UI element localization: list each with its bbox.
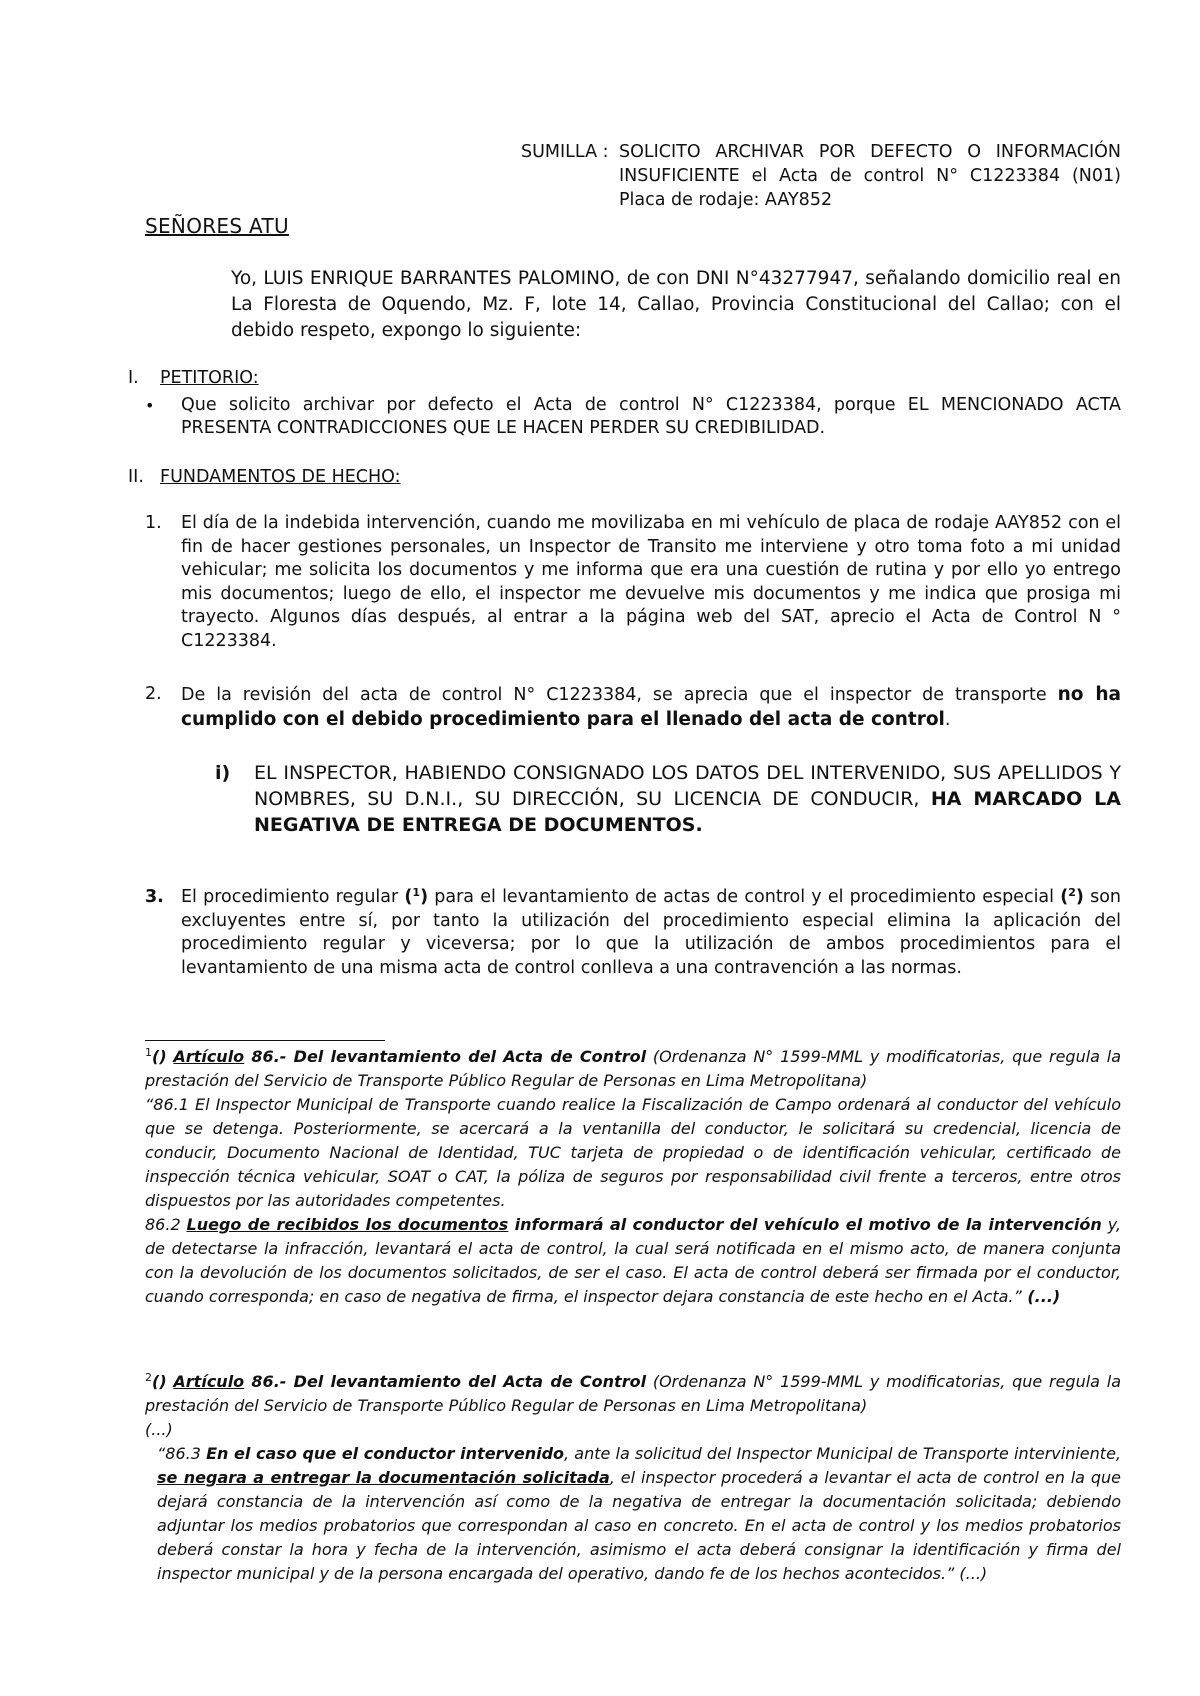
- footnote-1-marker: 1: [145, 1046, 152, 1059]
- item-text: [181, 886, 1121, 980]
- petitorio-bullet: [145, 394, 1121, 440]
- footnote-1-heading: $^1$() Artículo 86.- Del levantamiento del Acta de Control (Ordenanza N° 1599-MML y modificatorias, que regula la prestación del Servicio de Transporte Público Regular de Personas en Lima Metropolitana): [145, 1046, 1121, 1090]
- footnote-2-ellipsis: (...): [145, 1420, 173, 1439]
- footnote-1-para-1: “86.1 El Inspector Municipal de Transporte cuando realice la Fiscalización de Campo ordenará al conductor del vehículo que se detenga. Posteriormente, se acercará a la ventanilla del conductor, le solicitará su credencial, licencia de conducir, Documento Nacional de Identidad, TUC tarjeta de propiedad o de identificación vehicular, certificado de inspección técnica vehicular, SOAT o CAT, la póliza de seguros por responsabilidad civil frente a terceros, entre otros dispuestos por las autoridades competentes.: [145, 1095, 1121, 1210]
- subitem-text-plain: EL INSPECTOR, HABIENDO CONSIGNADO LOS DATOS DEL INTERVENIDO, SUS APELLIDOS Y NOMBRES, SU D.N.I., SU DIRECCIÓN, SU LICENCIA DE CONDUCIR,: [254, 762, 1121, 810]
- article-source: (Ordenanza N° 1599-MML y modificatorias, que regula la prestación del Servicio de Transporte Público Regular de Personas en Lima Metropolitana): [145, 1047, 1121, 1090]
- article-title: 86.- Del levantamiento del Acta de Control: [244, 1047, 647, 1066]
- subitem-number: i): [215, 762, 231, 784]
- subitem-text: [254, 760, 1121, 838]
- fundamento-item-1: [145, 512, 1121, 653]
- footnote-1-para-2: 86.2 Luego de recibidos los documentos informará al conductor del vehículo el motivo de la intervención y, de detectarse la infracción, levantará el acta de control, la cual será notificada en el mismo acto, de manera conjunta con la devolución de los documentos solicitados, de ser el caso. El acta de control deberá ser firmada por el conductor, cuando corresponda; en caso de negativa de firma, el inspector dejara constancia de este hecho en el Acta.” (...): [145, 1215, 1122, 1306]
- footnote-2-heading: $^2$() Artículo 86.- Del levantamiento del Acta de Control (Ordenanza N° 1599-MML y modificatorias, que regula la prestación del Servicio de Transporte Público Regular de Personas en Lima Metropolitana): [145, 1371, 1121, 1415]
- item-number: 1.: [145, 513, 162, 533]
- intro-paragraph: Yo, LUIS ENRIQUE BARRANTES PALOMINO, de con DNI N°43277947, señalando domicilio real en La Floresta de Oquendo, Mz. F, lote 14, Callao, Provincia Constitucional del Callao; con el debido respeto, expongo lo siguiente:: [231, 268, 1121, 341]
- section-number: II.: [128, 467, 144, 487]
- section-petitorio-heading: [128, 367, 259, 389]
- sumilla-text: SOLICITO ARCHIVAR POR DEFECTO O INFORMACIÓN INSUFICIENTE el Acta de control N° C1223384 (N01) Placa de rodaje: AAY852: [619, 142, 1121, 210]
- subitem-text-bold: HA MARCADO LA NEGATIVA DE ENTREGA DE DOCUMENTOS.: [254, 788, 1121, 836]
- bullet-dot: •: [145, 396, 155, 415]
- footnote-1: [145, 1045, 1121, 1309]
- footnote-2-marker: 2: [145, 1371, 152, 1384]
- addressee-heading: SEÑORES ATU: [145, 214, 289, 238]
- footnote-ref-2[interactable]: ($^2$): [1060, 886, 1084, 907]
- fundamento-item-2: [145, 683, 1121, 732]
- item-number: 2.: [145, 684, 162, 704]
- item-text-bold: no ha cumplido con el debido procedimiento para el llenado del acta de control: [181, 684, 1121, 730]
- item-text-part: El procedimiento regular: [181, 887, 405, 907]
- footnote-divider: [145, 1040, 385, 1041]
- item-text-end: .: [944, 709, 951, 730]
- section-number: I.: [128, 368, 139, 388]
- section-fundamentos-heading: [128, 466, 401, 488]
- petitorio-text: Que solicito archivar por defecto el Acta de control N° C1223384, porque EL MENCIONADO ACTA PRESENTA CONTRADICCIONES QUE LE HACEN PERDER SU CREDIBILIDAD.: [181, 395, 1121, 438]
- item-text-part: para el levantamiento de actas de control y el procedimiento especial: [428, 887, 1061, 907]
- article-title: 86.- Del levantamiento del Acta de Control: [244, 1372, 647, 1391]
- item-text: [181, 683, 1121, 732]
- article-word: Artículo: [173, 1372, 245, 1391]
- article-source: (Ordenanza N° 1599-MML y modificatorias, que regula la prestación del Servicio de Transporte Público Regular de Personas en Lima Metropolitana): [145, 1372, 1121, 1415]
- footnote-2: [145, 1370, 1121, 1586]
- item-text-plain: De la revisión del acta de control N° C1223384, se aprecia que el inspector de transporte: [181, 685, 1058, 705]
- sumilla-label: SUMILLA :: [521, 142, 609, 162]
- fundamento-subitem-i: [215, 760, 1121, 838]
- fundamento-item-3: [145, 886, 1121, 980]
- item-text-part: son excluyentes entre sí, por tanto la utilización del procedimiento especial elimina la aplicación del procedimiento regular y viceversa; por lo que la utilización de ambos procedimientos para el levantamiento de una misma acta de control conlleva a una contravención a las normas.: [181, 887, 1122, 978]
- footnote-ref-1[interactable]: ($^1$): [404, 886, 429, 907]
- sumilla-block: [521, 140, 1121, 212]
- item-number: 3.: [145, 887, 164, 907]
- section-title: PETITORIO:: [160, 368, 259, 388]
- item-text: El día de la indebida intervención, cuando me movilizaba en mi vehículo de placa de rodaje AAY852 con el fin de hacer gestiones personales, un Inspector de Transito me interviene y otro toma foto a mi unidad vehicular; me solicita los documentos y me informa que era una cuestión de rutina y por ello yo entrego mis documentos; luego de ello, el inspector me devuelve mis documentos y me indica que prosiga mi trayecto. Algunos días después, al entrar a la página web del SAT, aprecio el Acta de Control N ° C1223384.: [181, 513, 1121, 651]
- section-title: FUNDAMENTOS DE HECHO:: [160, 467, 401, 487]
- article-word: Artículo: [173, 1047, 245, 1066]
- footnote-2-para: “86.3 En el caso que el conductor intervenido, ante la solicitud del Inspector Municipal de Transporte interviniente, se negara a entregar la documentación solicitada, el inspector procederá a levantar el acta de control en la que dejará constancia de la intervención así como de la negativa de entregar la documentación solicitada; debiendo adjuntar los medios probatorios que correspondan al caso en concreto. En el acta de control y los medios probatorios deberá constar la hora y fecha de la intervención, asimismo el acta deberá consignar la identificación y firma del inspector municipal y de la persona encargada del operativo, dando fe de los hechos acontecidos.” (...): [157, 1444, 1121, 1583]
